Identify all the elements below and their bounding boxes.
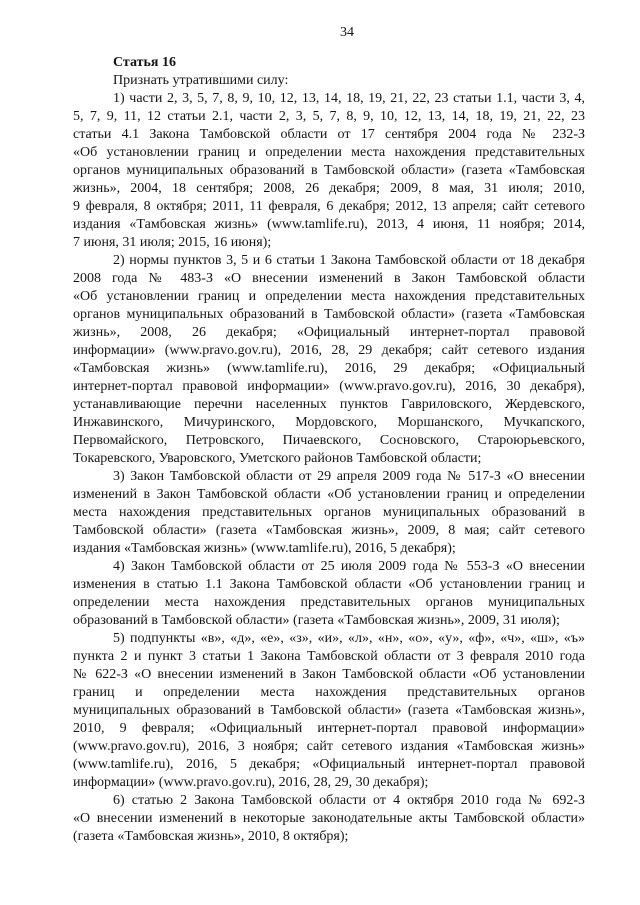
- item-5-line-9: информации» (www.pravo.gov.ru), 2016, 28, 29, 30 декабря);: [73, 775, 429, 790]
- item-5-line-7: (www.pravo.gov.ru), 2016, 3 ноября; сайт сетевого издания «Тамбовская жизнь»: [73, 739, 585, 754]
- item-2-line-6: информации» (www.pravo.gov.ru), 2016, 28, 29 декабря; сайт сетевого издания: [73, 343, 585, 358]
- item-2-line-3: «Об установлении границ и определении места нахождения представительных: [73, 289, 585, 304]
- item-1-line-6: жизнь», 2004, 18 сентября; 2008, 26 декабря; 2009, 8 мая, 31 июля; 2010,: [73, 181, 585, 196]
- item-5-line-3: № 622-З «О внесении изменений в Закон Тамбовской области «Об установлении: [73, 667, 585, 682]
- item-1-line-1: 1) части 2, 3, 5, 7, 8, 9, 10, 12, 13, 14, 18, 19, 21, 22, 23 статьи 1.1, части 3, 4,: [113, 91, 585, 106]
- item-2-line-2: 2008 года № 483-З «О внесении изменений в Закон Тамбовской области: [73, 271, 585, 286]
- repealed-item-2: [73, 252, 585, 468]
- item-2-line-1: 2) нормы пунктов 3, 5 и 6 статьи 1 Закона Тамбовской области от 18 декабря: [113, 253, 585, 268]
- page-number: 34: [340, 25, 354, 40]
- repealed-item-6: [73, 792, 585, 846]
- item-5-line-8: (www.tamlife.ru), 2016, 5 декабря; «Официальный интернет-портал правовой: [73, 757, 585, 772]
- item-5-line-5: муниципальных образований в Тамбовской области» (газета «Тамбовская жизнь»,: [73, 703, 585, 718]
- item-3-line-5: издания «Тамбовская жизнь» (www.tamlife.ru), 2016, 5 декабря);: [73, 541, 456, 556]
- article-body: [73, 54, 585, 846]
- item-1-line-4: «Об установлении границ и определении места нахождения представительных: [73, 145, 585, 160]
- item-4-line-1: 4) Закон Тамбовской области от 25 июля 2009 года № 553-З «О внесении: [113, 559, 585, 574]
- item-2-line-10: Инжавинского, Мичуринского, Мордовского, Моршанского, Мучкапского,: [73, 415, 585, 430]
- item-3-line-3: места нахождения представительных органов муниципальных образований в: [73, 505, 585, 520]
- item-3-line-2: изменений в Закон Тамбовской области «Об установлении границ и определении: [73, 487, 585, 502]
- item-2-line-12: Токаревского, Уваровского, Уметского районов Тамбовской области;: [73, 451, 482, 466]
- item-5-line-4: границ и определении места нахождения представительных органов: [73, 685, 585, 700]
- item-4-line-2: изменения в статью 1.1 Закона Тамбовской области «Об установлении границ и: [73, 577, 585, 592]
- repealed-item-4: [73, 558, 585, 630]
- repealed-item-1: [73, 90, 585, 252]
- item-1-line-9: 7 июня, 31 июля; 2015, 16 июня);: [73, 235, 272, 250]
- item-6-line-2: «О внесении изменений в некоторые законодательные акты Тамбовской области»: [73, 811, 585, 826]
- repealed-item-3: [73, 468, 585, 558]
- item-2-line-5: жизнь», 2008, 26 декабря; «Официальный интернет-портал правовой: [73, 325, 585, 340]
- repealed-item-5: [73, 630, 585, 792]
- item-2-line-8: интернет-портал правовой информации» (www.pravo.gov.ru), 2016, 30 декабря),: [73, 379, 585, 394]
- item-6-line-3: (газета «Тамбовская жизнь», 2010, 8 октября);: [73, 829, 349, 844]
- item-5-line-6: 2010, 9 февраля; «Официальный интернет-портал правовой информации»: [73, 721, 585, 736]
- item-3-line-4: Тамбовской области» (газета «Тамбовская жизнь», 2009, 8 мая; сайт сетевого: [73, 523, 585, 538]
- item-5-line-1: 5) подпункты «в», «д», «е», «з», «и», «л», «н», «о», «у», «ф», «ч», «ш», «ъ»: [113, 631, 585, 646]
- item-2-line-9: устанавливающие перечни населенных пунктов Гавриловского, Жердевского,: [73, 397, 585, 412]
- item-2-line-11: Первомайского, Петровского, Пичаевского, Сосновского, Староюрьевского,: [73, 433, 585, 448]
- item-1-line-2: 5, 7, 9, 11, 12 статьи 2.1, части 2, 3, 5, 7, 8, 9, 10, 12, 13, 14, 18, 19, 21, 22, 23: [73, 109, 585, 124]
- item-3-line-1: 3) Закон Тамбовской области от 29 апреля 2009 года № 517-З «О внесении: [113, 469, 585, 484]
- item-6-line-1: 6) статью 2 Закона Тамбовской области от 4 октября 2010 года № 692-З: [113, 793, 585, 808]
- article-heading: Статья 16: [113, 55, 176, 70]
- item-4-line-3: определении места нахождения представительных органов муниципальных: [73, 595, 585, 610]
- item-1-line-3: статьи 4.1 Закона Тамбовской области от 17 сентября 2004 года № 232-З: [73, 127, 585, 142]
- item-4-line-4: образований в Тамбовской области» (газета «Тамбовская жизнь», 2009, 31 июля);: [73, 613, 560, 628]
- item-2-line-4: органов муниципальных образований в Тамбовской области» (газета «Тамбовская: [73, 307, 585, 322]
- item-1-line-8: издания «Тамбовская жизнь» (www.tamlife.ru), 2013, 4 июня, 11 ноября; 2014,: [73, 217, 585, 232]
- article-intro: Признать утратившими силу:: [113, 73, 289, 88]
- item-2-line-7: «Тамбовская жизнь» (www.tamlife.ru), 2016, 29 декабря; «Официальный: [73, 361, 585, 376]
- item-1-line-5: органов муниципальных образований в Тамбовской области» (газета «Тамбовская: [73, 163, 585, 178]
- item-5-line-2: пункта 2 и пункт 3 статьи 1 Закона Тамбовской области от 3 февраля 2010 года: [73, 649, 585, 664]
- item-1-line-7: 9 февраля, 8 октября; 2011, 11 февраля, 6 декабря; 2012, 13 апреля; сайт сетевого: [73, 199, 585, 214]
